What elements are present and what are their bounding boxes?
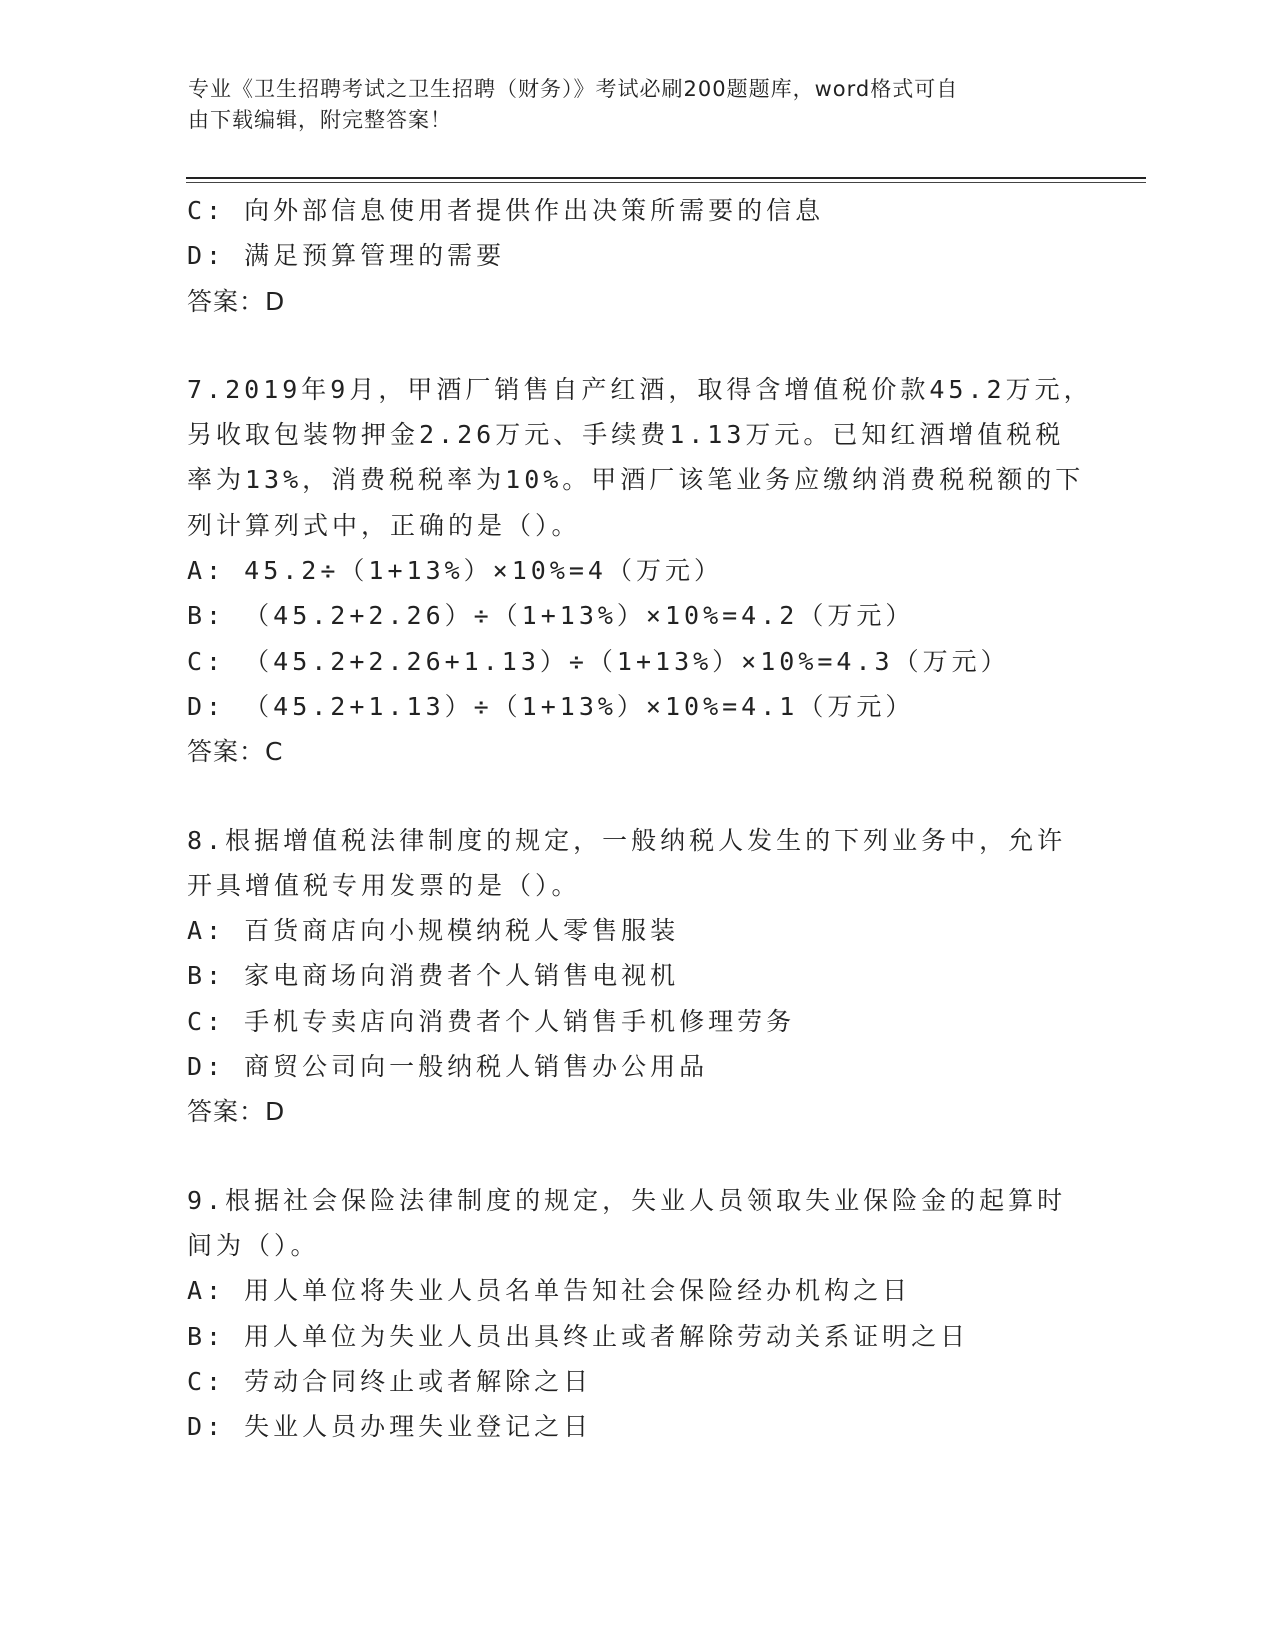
page-header [188,74,1068,136]
q8-option-c: C: 手机专卖店向消费者个人销售手机修理劳务 [187,1006,796,1036]
q6-option-c: C: 向外部信息使用者提供作出决策所需要的信息 [187,196,825,225]
q8-option-d: D: 商贸公司向一般纳税人销售办公用品 [187,1052,709,1082]
q7-stem-line-4: 列计算列式中，正确的是（）。 [187,510,581,540]
header-divider-thick [186,177,1146,179]
q8-option-b: B: 家电商场向消费者个人销售电视机 [187,961,680,991]
q7-answer: 答案：C [187,737,284,767]
q8-stem-line-1: 8.根据增值税法律制度的规定，一般纳税人发生的下列业务中，允许 [187,825,1067,855]
q7-stem-line-2: 另收取包装物押金2.26万元、手续费1.13万元。已知红酒增值税税 [187,420,1065,450]
q7-option-c: C: （45.2+2.26+1.13）÷（1+13%）×10%=4.3（万元） [187,646,1010,676]
header-line-1: 专业《卫生招聘考试之卫生招聘（财务）》考试必刷200题题库，word格式可自 [188,77,959,101]
q9-stem-line-1: 9.根据社会保险法律制度的规定，失业人员领取失业保险金的起算时 [187,1185,1067,1215]
q9-option-c: C: 劳动合同终止或者解除之日 [187,1366,593,1396]
q8-option-a: A: 百货商店向小规模纳税人零售服装 [187,916,680,946]
question-content [187,188,1093,1449]
q9-stem-line-2: 间为（）。 [187,1230,320,1260]
q9-option-a: A: 用人单位将失业人员名单告知社会保险经办机构之日 [187,1276,912,1306]
q9-option-b: B: 用人单位为失业人员出具终止或者解除劳动关系证明之日 [187,1321,970,1351]
q7-option-a: A: 45.2÷（1+13%）×10%=4（万元） [187,556,723,586]
q8-stem-line-2: 开具增值税专用发票的是（）。 [187,870,581,900]
q7-option-b: B: （45.2+2.26）÷（1+13%）×10%=4.2（万元） [187,601,915,631]
question-9 [187,1178,1087,1450]
q8-answer: 答案：D [187,1097,286,1127]
q6-answer: 答案：D [187,286,286,316]
q6-option-d: D: 满足预算管理的需要 [187,241,506,271]
header-line-2: 由下载编辑，附完整答案！ [188,108,452,132]
question-6-tail [187,188,1087,324]
header-divider-thin [186,182,1146,183]
q7-stem-line-3: 率为13%，消费税税率为10%。甲酒厂该笔业务应缴纳消费税税额的下 [187,465,1085,495]
q7-stem-line-1: 7.2019年9月，甲酒厂销售自产红酒，取得含增值税价款45.2万元， [187,374,1093,404]
q9-option-d: D: 失业人员办理失业登记之日 [187,1412,593,1442]
question-7 [187,367,1093,775]
question-8 [187,818,1087,1135]
q7-option-d: D: （45.2+1.13）÷（1+13%）×10%=4.1（万元） [187,691,915,721]
